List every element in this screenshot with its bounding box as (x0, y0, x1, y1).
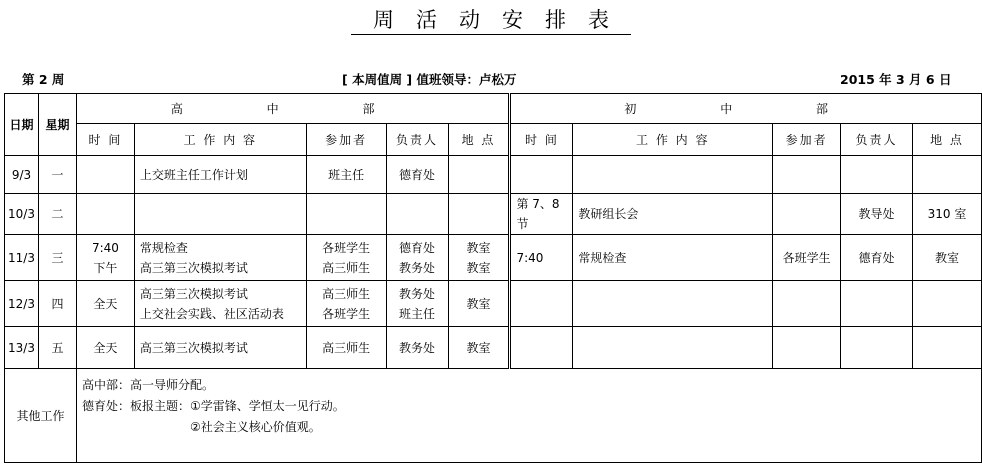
high-participants-text: 高三师生 (322, 340, 371, 355)
high-participants-text: 各班学生 (322, 306, 371, 321)
junior-place-cell (912, 281, 981, 327)
high-owner-cell (386, 235, 448, 281)
high-content-text: 上交班主任工作计划 (139, 167, 248, 182)
high-time-cell (76, 156, 134, 194)
header-weekday: 星期 (38, 94, 76, 156)
high-time-text: 下午 (93, 260, 118, 275)
other-line-3: ②社会主义核心价值观。 (189, 420, 321, 434)
high-place-text: 教室 (466, 240, 491, 255)
junior-owner-text: 教导处 (858, 207, 895, 221)
high-place-cell (448, 281, 510, 327)
row-weekday: 一 (38, 156, 76, 194)
table-row (5, 327, 982, 369)
header-high-time: 时 间 (76, 124, 134, 156)
high-participants-cell (306, 194, 386, 235)
row-date: 11/3 (5, 235, 39, 281)
junior-place-cell (912, 235, 981, 281)
high-time-text: 全天 (93, 296, 118, 311)
high-participants-text: 班主任 (328, 167, 365, 182)
junior-place-cell (912, 194, 981, 235)
high-participants-text: 各班学生 (322, 240, 371, 255)
high-participants-cell (306, 281, 386, 327)
junior-place-text: 教室 (934, 250, 959, 265)
high-content-text: 高三第三次模拟考试 (139, 286, 248, 301)
header-date: 日期 (5, 94, 39, 156)
junior-owner-cell (841, 156, 913, 194)
row-weekday: 三 (38, 235, 76, 281)
junior-content-cell (573, 235, 773, 281)
row-weekday: 四 (38, 281, 76, 327)
high-content-cell (134, 235, 306, 281)
row-date: 10/3 (5, 194, 39, 235)
high-content-text: 上交社会实践、社区活动表 (139, 306, 284, 321)
high-content-cell (134, 327, 306, 369)
report-date: 2015 年 3 月 6 日 (840, 72, 952, 87)
high-place-cell (448, 235, 510, 281)
high-time-cell (76, 194, 134, 235)
high-participants-cell (306, 156, 386, 194)
table-row (5, 194, 982, 235)
high-time-text: 全天 (93, 340, 118, 355)
junior-time-cell (510, 156, 573, 194)
schedule-table (4, 93, 982, 463)
high-place-text: 教室 (466, 340, 491, 355)
high-time-text: 7:40 (91, 240, 119, 255)
junior-time-cell (510, 327, 573, 369)
high-participants-text: 高三师生 (322, 286, 371, 301)
table-row (5, 281, 982, 327)
table-row (5, 156, 982, 194)
high-time-cell (76, 327, 134, 369)
high-content-cell (134, 156, 306, 194)
high-participants-text: 高三师生 (322, 260, 371, 275)
header-junior-owner: 负责人 (841, 124, 913, 156)
page-title: 周活动安排表 (0, 4, 982, 34)
junior-content-cell (573, 327, 773, 369)
high-owner-text: 班主任 (399, 306, 436, 321)
row-date: 9/3 (5, 156, 39, 194)
junior-owner-cell (841, 281, 913, 327)
junior-owner-cell (841, 327, 913, 369)
junior-content-text: 教研组长会 (578, 207, 639, 221)
high-content-text: 高三第三次模拟考试 (139, 260, 248, 275)
high-participants-cell (306, 327, 386, 369)
junior-place-cell (912, 156, 981, 194)
header-junior-school: 初 中 部 (510, 94, 982, 124)
high-owner-cell (386, 194, 448, 235)
junior-content-cell (573, 281, 773, 327)
high-place-cell (448, 156, 510, 194)
row-date: 13/3 (5, 327, 39, 369)
table-row (5, 235, 982, 281)
high-place-text: 教室 (466, 260, 491, 275)
high-owner-text: 德育处 (399, 167, 436, 182)
junior-owner-cell (841, 194, 913, 235)
other-line-2: 德育处：板报主题：①学雷锋、学恒太一见行动。 (81, 399, 345, 413)
other-work-label: 其他工作 (5, 369, 77, 463)
header-high-owner: 负责人 (386, 124, 448, 156)
junior-time-text: 7:40 (516, 250, 544, 265)
high-owner-cell (386, 156, 448, 194)
junior-owner-cell (841, 235, 913, 281)
header-junior-participants: 参加者 (773, 124, 841, 156)
row-weekday: 二 (38, 194, 76, 235)
junior-time-text: 第 7、8 节 (516, 197, 560, 231)
junior-participants-cell (773, 235, 841, 281)
header-junior-content: 工 作 内 容 (573, 124, 773, 156)
junior-participants-cell (773, 281, 841, 327)
header-junior-place: 地 点 (912, 124, 981, 156)
header-high-school: 高 中 部 (76, 94, 510, 124)
junior-participants-cell (773, 327, 841, 369)
high-owner-cell (386, 281, 448, 327)
other-line-1: 高中部：高一导师分配。 (81, 378, 214, 392)
high-content-cell (134, 194, 306, 235)
high-owner-text: 教务处 (399, 340, 436, 355)
high-owner-cell (386, 327, 448, 369)
junior-content-cell (573, 194, 773, 235)
header-high-place: 地 点 (448, 124, 510, 156)
row-date: 12/3 (5, 281, 39, 327)
high-content-cell (134, 281, 306, 327)
high-time-cell (76, 281, 134, 327)
row-weekday: 五 (38, 327, 76, 369)
header-high-content: 工 作 内 容 (134, 124, 306, 156)
junior-participants-cell (773, 156, 841, 194)
junior-place-cell (912, 327, 981, 369)
high-content-text: 常规检查 (139, 240, 188, 255)
high-place-cell (448, 327, 510, 369)
high-place-cell (448, 194, 510, 235)
duty-leader: [ 本周值周 ] 值班领导：卢松万 (342, 72, 517, 87)
junior-time-cell (510, 194, 573, 235)
high-content-text: 高三第三次模拟考试 (139, 340, 248, 355)
junior-time-cell (510, 235, 573, 281)
header-high-participants: 参加者 (306, 124, 386, 156)
junior-participants-cell (773, 194, 841, 235)
junior-participants-text: 各班学生 (782, 250, 831, 265)
junior-time-cell (510, 281, 573, 327)
junior-content-text: 常规检查 (578, 250, 627, 265)
high-place-text: 教室 (466, 296, 491, 311)
high-owner-text: 德育处 (399, 240, 436, 255)
junior-owner-text: 德育处 (858, 250, 895, 265)
junior-place-text: 310 室 (927, 207, 967, 221)
high-participants-cell (306, 235, 386, 281)
week-number: 第 2 周 (22, 72, 65, 87)
junior-content-cell (573, 156, 773, 194)
other-work-content (76, 369, 981, 463)
high-owner-text: 教务处 (399, 286, 436, 301)
high-time-cell (76, 235, 134, 281)
header-junior-time: 时 间 (510, 124, 573, 156)
high-owner-text: 教务处 (399, 260, 436, 275)
